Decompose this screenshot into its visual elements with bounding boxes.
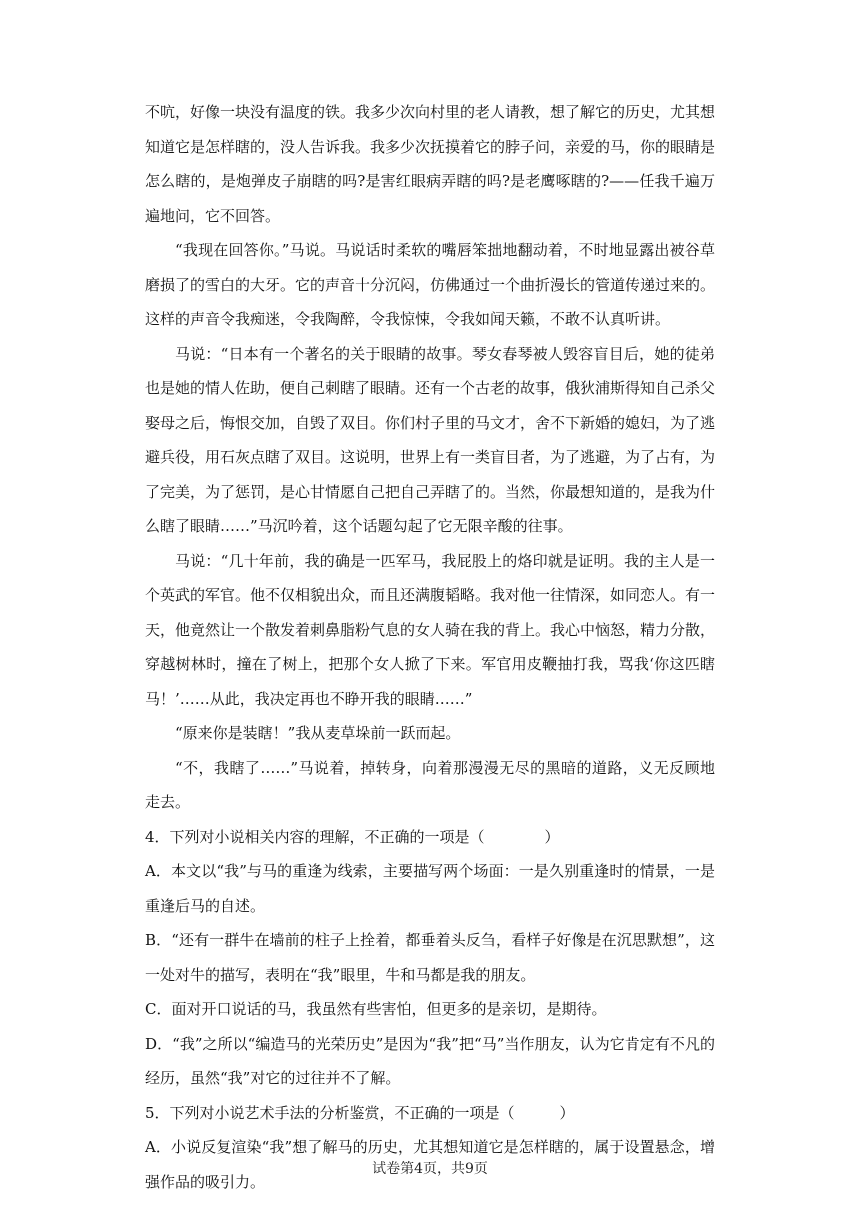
question-4-option-d: D．“我”之所以“编造马的光荣历史”是因为“我”把“马”当作朋友，认为它肯定有不凡的经历，虽然“我”对它的过往并不了解。: [145, 1034, 715, 1087]
passage-paragraph: “不，我瞎了……”马说着，掉转身，向着那漫漫无尽的黑暗的道路，义无反顾地走去。: [145, 758, 715, 811]
question-5-stem: 5．下列对小说艺术手法的分析鉴赏，不正确的一项是（ ）: [145, 1103, 575, 1122]
passage-paragraph: “原来你是装瞎！”我从麦草垛前一跃而起。: [175, 724, 461, 742]
passage-paragraph: 马说：“日本有一个著名的关于眼睛的故事。琴女春琴被人毁容盲目后，她的徒弟也是她的情人佐助，便自己刺瞎了眼睛。还有一个古老的故事，俄狄浦斯得知自己杀父娶母之后，悔恨交加，自毁了双目。你们村子里的马文才，舍不下新婚的媳妇，为了逃避兵役，用石灰点瞎了双目。这说明，世界上有一类盲目者，为了逃避，为了占有，为了完美，为了惩罚，是心甘情愿自己把自己弄瞎了的。当然，你最想知道的，是我为什么瞎了眼睛……”马沉吟着，这个话题勾起了它无限辛酸的往事。: [145, 344, 716, 535]
question-4-option-c: C．面对开口说话的马，我虽然有些害怕，但更多的是亲切，是期待。: [145, 1000, 607, 1018]
question-5-option-a: A．小说反复渲染“我”想了解马的历史，尤其想知道它是怎样瞎的，属于设置悬念，增强作品的吸引力。: [145, 1138, 715, 1191]
question-4-option-a: A．本文以“我”与马的重逢为线索，主要描写两个场面：一是久别重逢时的情景，一是重逢后马的自述。: [145, 862, 715, 915]
page-footer: 试卷第4页，共9页: [372, 1161, 488, 1177]
page-body: [145, 95, 715, 1199]
passage-paragraph: “我现在回答你。”马说。马说话时柔软的嘴唇笨拙地翻动着，不时地显露出被谷草磨损了的雪白的大牙。它的声音十分沉闷，仿佛通过一个曲折漫长的管道传递过来的。这样的声音令我痴迷，令我陶醉，令我惊悚，令我如闻天籁，不敢不认真听讲。: [145, 241, 716, 328]
question-4-stem: 4．下列对小说相关内容的理解，不正确的一项是（ ）: [145, 827, 560, 846]
passage-paragraph: 马说：“几十年前，我的确是一匹军马，我屁股上的烙印就是证明。我的主人是一个英武的军官。他不仅相貌出众，而且还满腹韬略。我对他一往情深，如同恋人。有一天，他竟然让一个散发着刺鼻脂粉气息的女人骑在我的背上。我心中恼怒，精力分散，穿越树林时，撞在了树上，把那个女人掀了下来。军官用皮鞭抽打我，骂我‘你这匹瞎马！’……从此，我决定再也不睁开我的眼睛……”: [145, 551, 716, 708]
passage-paragraph: 不吭，好像一块没有温度的铁。我多少次向村里的老人请教，想了解它的历史，尤其想知道它是怎样瞎的，没人告诉我。我多少次抚摸着它的脖子问，亲爱的马，你的眼睛是怎么瞎的，是炮弹皮子崩瞎的吗?是害红眼病弄瞎的吗?是老鹰啄瞎的?——任我千遍万遍地问，它不回答。: [145, 103, 716, 225]
question-4-option-b: B．“还有一群牛在墙前的柱子上拴着，都垂着头反刍，看样子好像是在沉思默想”，这一处对牛的描写，表明在“我”眼里，牛和马都是我的朋友。: [145, 931, 715, 984]
